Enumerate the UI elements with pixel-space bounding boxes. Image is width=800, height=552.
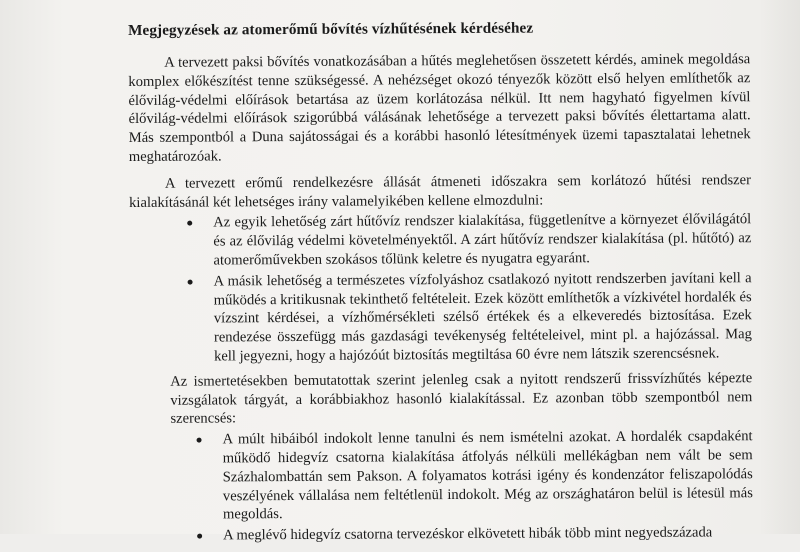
paragraph-intro: A tervezett paksi bővítés vonatkozásában a hűtés meglehetősen összetett kérdés, aminek megoldása komplex előkészítést tenne szükségessé. A nehézséget okozó tényezők között első helyen említhetők az élővilág-védelmi előírások betartása az üzem korlátozása nélkül. Itt nem hagyható figyelmen kívül élővilág-védelmi előírások szigorúbbá válásának lehetősége a tervezett paksi bővítés élettartama alatt. Más szempontból a Duna sajátosságai és a korábbi hasonló létesítmények üzemi tapasztalatai lehetnek meghatározóak. [128,51,751,165]
bullet-icon [197,438,202,443]
bullet-list-issues [130,427,753,546]
paragraph-options: A tervezett erőmű rendelkezésre állását átmeneti időszakra sem korlátozó hűtési rendszer kialakításánál két lehetséges irány valamelyikében kellene elmozdulni: [129,171,752,211]
document-body [128,18,753,552]
paragraph-assessment: Az ismertetésekben bemutatottak szerint jelenleg csak a nyitott rendszerű frissvízhűtés képezte vizsgálatok tárgyát, a korábbiakhoz hasonló kialakítással. Ez azonban több szempontból nem szerencsés: [170,369,753,428]
list-item-text: Az egyik lehetőség zárt hűtővíz rendszer kialakítása, függetlenítve a környezet élővilágától és az élővilág védelmi követelményektől. A zárt hűtővíz rendszer kialakítása (pl. hűtőtó) az atomerőművekben szokásos tőlünk keletre és nyugatra egyaránt. [213,211,752,269]
list-item [130,427,753,525]
page-title: Megjegyzések az atomerőmű bővítés vízhűtésének kérdéséhez [128,19,534,39]
list-item [131,523,753,546]
bullet-icon [197,534,202,539]
list-item-text: A meglévő hidegvíz csatorna tervezéskor elkövetett hibák több mint negyedszázada [223,524,713,544]
list-item [129,211,751,271]
list-item [130,269,753,367]
bullet-icon [187,221,192,226]
bullet-icon [188,279,193,284]
list-item-text: A múlt hibáiból indokolt lenne tanulni és nem ismételni azokat. A hordalék csapdaként működő hidegvíz csatorna kialakítása átfolyás nélküli mellékágban nem vált be sem Százhalombattán sem Pakson. A folyamatos kotrási igény és kondenzátor feliszapolódás veszélyének vállalása nem feltétlenül indokolt. Még az országhatáron belül is létesül más megoldás. [222,428,753,523]
bullet-list-options [129,211,752,367]
page-edge-shadow [760,0,800,534]
list-item-text: A másik lehetőség a természetes vízfolyáshoz csatlakozó nyitott rendszerben javítani kell a működés a kritikusnak tekinthető feltételeit. Ezek között említhetők a vízkivétel hordalék és vízszint kérdései, a vízhőmérsékleti szélső értékek és a elkeveredés biztosítása. Ezek rendezése összefügg más gazdasági tevékenység feltételeivel, mint pl. a hajózással. Mag kell jegyezni, hogy a hajózóút biztosítás megtiltása 60 évre nem látszik szerencsésnek. [213,269,752,365]
